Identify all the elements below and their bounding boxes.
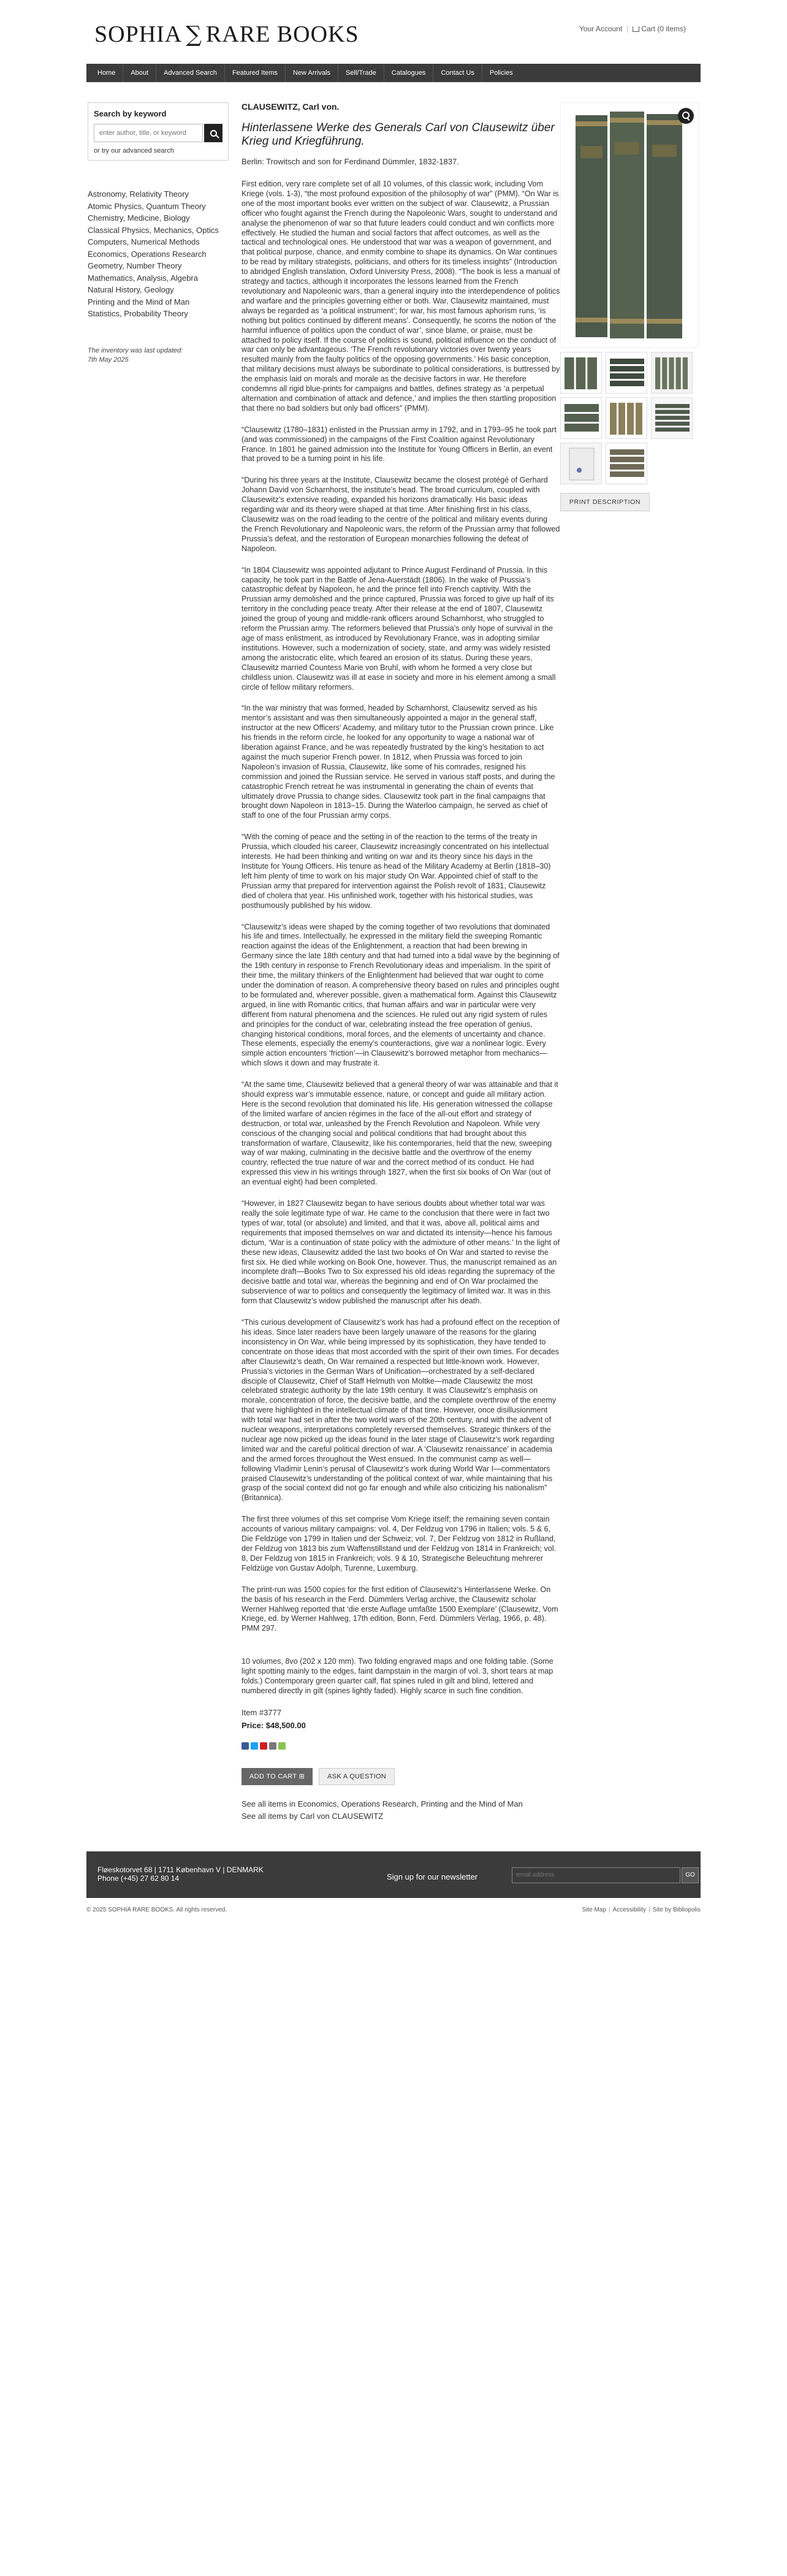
description-paragraph: “In 1804 Clausewitz was appointed adjutant to Prince August Ferdinand of Prussia. In this capacity, he took part in the Battle of Jena-Auerstädt (1806). In the wake of Prussia’s catastrophic defeat by Napoleon, he and the prince fell into French captivity. With the Prussian army demolished and the prince captured, Prussia was forced to give up half of its territory in the concluding peace treaty. After their release at the end of 1807, Clausewitz joined the group of young and middle-rank officers around Scharnhorst, who struggled to reform the Prussian army. The reformers believed that Prussia’s only hope of survival in the age of mass enlistment, as introduced by Revolutionary France, was in adopting similar institutions. However, such a modernization of society, state, and army was widely resisted among the aristocratic elite, which feared an erosion of its status. During these years, Clausewitz married Countess Marie von Bruhl, with whom he formed a very close but childless union. Clausewitz was ill at ease in society and more in his element among a small circle of fellow military reformers. [241,565,556,692]
nav-item-featured-items[interactable]: Featured Items [225,64,286,82]
price-label: Price: [241,1720,264,1730]
add-to-cart-button[interactable] [241,1768,313,1785]
cart-icon[interactable] [633,26,639,32]
description-paragraph: First edition, very rare complete set of all 10 volumes, of this classic work, including Vom Kriege (vols. 1-3), “the most profound exposition of the philosophy of war” (PMM). “On War is one of the most important books ever written on the subject of war. Clausewitz, a Prussian officer who fought against the French during the Napoleonic Wars, sought to understand and analyse the phenomenon of war so that future leaders could conduct and win conflicts more effectively. He studied the human and social factors that affect outcomes, as well as the tactical and technological ones. He understood that war was a weapon of government, and that political purpose, chance, and enmity combine to shape its dynamics. On War continues to be read by military strategists, politicians, and others for its timeless insights” (Introduction to abridged English translation, Oxford University Press, 2008). “The book is less a manual of strategy and tactics, although it incorporates the lessons learned from the French revolutionary and Napoleonic wars, than a general inquiry into the interdependence of politics and warfare and the principles governing either or both. War, Clausewitz maintained, must always be regarded as ‘a political instrument’; for war, his most famous aphorism runs, ‘is nothing but politics continued by different means’. Consequently, he scorns the notion of ‘the harmful influence of politics upon the conduct of war’, since blame, or praise, must be attached to policy itself. If the course of politics is sound, political influence on the conduct of war can only be advantageous. ‘The French revolutionary victories over twenty years resulted mainly from the faulty politics of the opposing governments.’ His basic conception, that military decisions must always be subordinate to political considerations, is buttressed by the emphasis laid on morals and morale as the decisive factors in war. He therefore condemns all rigid blue-prints for campaigns and battles, defines strategy as ‘a perpetual alternation and combination of attack and defence,’ and implies the then startling proposition that there no bad soldiers but only bad officers” (PMM). [241,180,560,413]
description-paragraph: “However, in 1827 Clausewitz began to have serious doubts about whether total war was really the sole legitimate type of war. He came to the conclusion that there were in fact two types of war, total (or absolute) and limited, and that it was, above all, political aims and requirements that imposed themselves on war and dictated its intensity—hence his famous dictum, ‘War is a continuation of state policy with the admixture of other means.’ In the light of these new ideas, Clausewitz added the last two books of On War and started to revise the first six. He died while working on Book One, however. Thus, the manuscript remained as an incomplete draft—Books Two to Six expressed his old ideas regarding the supremacy of the decisive battle and total war, whereas the beginning and end of On War proclaimed the subservience of war to politics and consequently the legitimacy of limited war. It was in this form that Clausewitz’s widow published the manuscript after his death. [241,1199,560,1306]
product-thumbnail[interactable] [651,352,693,394]
search-input[interactable] [94,124,203,142]
zoom-icon[interactable] [678,108,694,124]
cart-link[interactable]: Cart (0 items) [641,25,686,33]
ask-question-button[interactable]: ASK A QUESTION [319,1768,395,1785]
category-link[interactable]: Natural History, Geology [88,285,174,294]
inventory-updated [88,346,229,365]
bibliopolis-link[interactable]: Site by Bibliopolis [652,1906,701,1913]
product-thumbnail[interactable] [606,443,647,484]
footer-separator: | [648,1906,650,1913]
search-button[interactable] [204,124,222,142]
footer-links [582,1907,701,1913]
thumbnail-grid [560,352,699,484]
item-number: Item #3777 [241,1707,282,1717]
product-thumbnail[interactable] [560,443,602,484]
category-link[interactable]: Mathematics, Analysis, Algebra [88,273,198,283]
see-all-category-link[interactable]: See all items in Economics, Operations Research, Printing and the Mind of Man [241,1799,523,1808]
sub-footer [86,1898,701,1916]
nav-item-contact-us[interactable]: Contact Us [433,64,482,82]
category-link[interactable]: Chemistry, Medicine, Biology [88,213,190,223]
main-nav [86,64,701,82]
logo-text-left: SOPHIA [94,21,183,47]
see-all-author-link[interactable]: See all items by Carl von CLAUSEWITZ [241,1811,384,1821]
share-icons [241,1742,560,1750]
category-list [88,188,229,320]
sitemap-link[interactable]: Site Map [582,1906,606,1913]
nav-item-catalogues[interactable]: Catalogues [384,64,434,82]
main-product-image[interactable] [560,102,699,348]
footer-phone: Phone (+45) 27 62 80 14 [97,1873,180,1883]
logo-text-right: RARE BOOKS [205,21,359,47]
description-paragraph: The print-run was 1500 copies for the first edition of Clausewitz’s Hinterlassene Werke. On the basis of his research in the Ferd. Dümmlers Verlag archive, the Clausewitz scholar Werner Hahlweg reported that ‘die erste Auflage umfaßte 1500 Exemplare’ (Clausewitz, Vom Kriege, ed. by Werner Hahlweg, 17th edition, Bonn, Ferd. Dümmlers Verlag, 1966, p. 48). PMM 297. [241,1585,558,1633]
content-area [86,82,701,1822]
product-thumbnail[interactable] [560,397,602,439]
facebook-share-icon[interactable] [241,1742,249,1750]
search-row [94,124,222,142]
category-link[interactable]: Astronomy, Relativity Theory [88,189,189,199]
add-to-cart-label: ADD TO CART [249,1772,297,1780]
product-thumbnail[interactable] [606,397,647,439]
book-spines-image [574,109,685,341]
product-thumbnail[interactable] [606,352,647,394]
description-paragraph: “In the war ministry that was formed, headed by Scharnhorst, Clausewitz served as his mentor’s assistant and was then simultaneously appointed a major in the general staff, instructor at the new Officers’ Academy, and military tutor to the Prussian crown prince. Like his friends in the reform circle, he looked for any opportunity to wage a national war of liberation against France, and he was repeatedly frustrated by the king’s hesitation to act against the much superior French power. In 1812, when Prussia was forced to join Napoleon’s invasion of Russia, Clausewitz, like some of his comrades, resigned his commission and joined the Russian service. He served in various staff posts, and during the catastrophic French retreat he was instrumental in generating the chain of events that ultimately drove Prussia to change sides. Clausewitz took part in the final campaigns that brought down Napoleon in 1813–15. During the Waterloo campaign, he served as chief of staff to one of the four Prussian army corps. [241,704,555,820]
product-description [241,180,560,1696]
copyright: © 2025 SOPHIA RARE BOOKS. All rights reserved. [86,1906,227,1913]
description-paragraph: “This curious development of Clausewitz’s work has had a profound effect on the reception of his ideas. Since later readers have been largely unaware of the reasons for the glaring inconsistency in On War, while being impressed by its sophistication, they have tended to concentrate on those ideas that most accorded with the spirit of their own times. For decades after Clausewitz’s death, On War remained a respected but little-known work. However, Prussia’s victories in the German Wars of Unification—orchestrated by a self-declared disciple of Clausewitz, Chief of Staff Helmuth von Moltke—made Clausewitz the most celebrated strategic authority by the late 19th century. It was Clausewitz’s emphasis on morale, concentration of force, the decisive battle, and the complete overthrow of the enemy that were highlighted in the intellectual climate of that time. However, once disillusionment with total war had set in after the two world wars of the 20th century, and with the advent of nuclear weapons, interpretations completely reversed themselves. Strategic thinkers of the nuclear age now picked up the ideas found in the later stage of Clausewitz’s work regarding limited war and the careful political direction of war. A ‘Clausewitz renaissance’ in academia and the armed forces throughout the West ensued. In the communist camp as well—following Vladimir Lenin’s perusal of Clausewitz’s work during World War I—commentators praised Clausewitz’s understanding of the political context of war, while maintaining that his grasp of the social context did not go far enough and while also criticizing his nationalism” (Britannica). [241,1318,560,1503]
nav-item-about[interactable]: About [123,64,156,82]
category-link[interactable]: Computers, Numerical Methods [88,237,200,246]
category-link[interactable]: Statistics, Probability Theory [88,309,188,318]
description-paragraph: “Clausewitz (1780–1831) enlisted in the Prussian army in 1792, and in 1793–95 he took part (and was commissioned) in the campaigns of the First Coalition against Revolutionary France. In 1801 he gained admission into the Institute for Young Officers in Berlin, an event that proved to be a turning point in his life. [241,425,557,463]
price-line [241,1721,560,1730]
search-icon [210,130,217,137]
description-paragraph: The first three volumes of this set comprise Vom Kriege itself; the remaining seven contain accounts of various military campaigns: vol. 4, Der Feldzug von 1796 in Italien; vols. 5 & 6, Die Feldzüge von 1799 in Italien und der Schweiz; vol. 7, Der Feldzug von 1812 in Rußland, der Feldzug von 1813 bis zum Waffenstillstand und der Feldzug von 1814 in Frankreich; vol. 8, Der Feldzug von 1815 in Frankreich; vols. 9 & 10, Strategische Beleuchtung mehrerer Feldzüge von Gustav Adolph, Turenne, Luxemburg. [241,1515,557,1572]
nav-item-sell-trade[interactable]: Sell/Trade [338,64,384,82]
logo-sigma: ∑ [186,22,202,47]
site-footer [86,1851,701,1898]
nav-item-policies[interactable]: Policies [489,69,513,77]
product-author: CLAUSEWITZ, Carl von. [241,102,340,112]
advanced-search-link[interactable]: or try our advanced search [94,147,174,154]
updated-date: 7th May 2025 [88,356,129,364]
product-thumbnail[interactable] [651,397,693,439]
product-detail [241,102,560,1822]
spacer [86,1822,701,1851]
more-share-icon[interactable] [278,1742,286,1750]
newsletter-go-button[interactable]: GO [682,1867,699,1883]
description-paragraph: “During his three years at the Institute, Clausewitz became the closest protégé of Gerhard Johann David von Scharnhorst, the institute’s head. The broad curriculum, coupled with Clausewitz’s extensive reading, expanded his horizons dramatically. His basic ideas regarding war and its theory were shaped at that time. After finishing first in his class, Clausewitz was on the road leading to the centre of the political and military events during the French Revolutionary and Napoleonic wars, the reform of the Prussian army that followed Prussia’s defeat, and the restoration of European monarchies following the defeat of Napoleon. [241,476,560,553]
newsletter-email-input[interactable] [512,1867,680,1883]
footer-address [97,1865,264,1883]
description-paragraph: 10 volumes, 8vo (202 x 120 mm). Two folding engraved maps and one folding table. (Some light spotting mainly to the edges, faint dampstain in the margin of vol. 3, short tears at map folds.) Contemporary green quarter calf, flat spines ruled in gilt and blind, lettered and numbered directly in gilt (spines lightly faded). Highly scarce in such fine condition. [241,1657,553,1695]
category-link[interactable]: Printing and the Mind of Man [88,297,190,307]
product-publication: Berlin: Trowitsch and son for Ferdinand Dümmler, 1832-1837. [241,157,459,166]
category-link[interactable]: Economics, Operations Research [88,249,207,259]
action-buttons [241,1768,560,1785]
updated-label: The inventory was last updated: [88,346,183,354]
description-paragraph: “Clausewitz’s ideas were shaped by the coming together of two revolutions that dominated his life and times. Intellectually, he expressed in the military field the sweeping Romantic reaction against the ideas of the Enlightenment, a reaction that had been brewing in Germany since the late 18th century and that had turned into a tidal wave by the beginning of the 19th century in response to French Revolutionary ideas and imperialism. In the spirit of their time, the military thinkers of the Enlightenment had believed that war ought to come under the domination of reason. A comprehensive theory based on rules and principles ought to be formulated and, wherever possible, given a mathematical form. Against this Clausewitz argued, in line with Romantic critics, that human affairs and war in particular were very different from natural phenomena and the sciences. He ruled out any rigid system of rules and principles for the conduct of war, celebrating instead the free operation of genius, changing historical conditions, moral forces, and the elements of uncertainty and chance. These elements, especially the enemy’s counteractions, give war a nonlinear logic. Every simple action encounters ‘friction’—in Clausewitz’s borrowed metaphor from mechanics—which slows it down and may frustrate it. [241,922,560,1068]
account-links [579,25,686,33]
email-share-icon[interactable] [269,1742,276,1750]
category-link[interactable]: Classical Physics, Mechanics, Optics [88,225,219,235]
category-link[interactable]: Geometry, Number Theory [88,261,182,270]
your-account-link[interactable]: Your Account [579,25,623,33]
print-description-button[interactable]: PRINT DESCRIPTION [560,493,650,511]
price-value: $48,500.00 [265,1720,306,1730]
accessibility-link[interactable]: Accessibility [612,1906,647,1913]
category-link[interactable]: Atomic Physics, Quantum Theory [88,201,206,211]
search-title: Search by keyword [94,109,167,118]
site-logo[interactable] [94,21,359,48]
description-paragraph: “At the same time, Clausewitz believed that a general theory of war was attainable and that it should express war’s immutable essence, nature, or concept and guide all military action. Here is the second revolution that dominated his life. His generation witnessed the collapse of the limited warfare of ancien régimes in the face of the all-out effort and strategy of destruction, or total war, unleashed by the French Revolution and Napoleon. While very conscious of the changing social and political conditions that had brought about this transformation of warfare, Clausewitz, like his contemporaries, held that the new, sweeping way of war making, culminating in the decisive battle and the overthrow of the enemy country, reflected the true nature of war and the correct method of its conduct. He had expressed this view in his writings through 1827, when the first six books of On War (out of an eventual eight) had been completed. [241,1080,558,1187]
account-separator: | [626,25,629,33]
nav-item-advanced-search[interactable]: Advanced Search [156,64,225,82]
newsletter-label: Sign up for our newsletter [387,1872,478,1881]
page [86,0,701,1916]
description-paragraph: “With the coming of peace and the setting in of the reaction to the terms of the treaty in Prussia, which clouded his career, Clausewitz increasingly concentrated on his intellectual interests. He had been thinking and writing on war and its theory since his days in the Institute for Young Officers. His tenure as head of the Military Academy at Berlin (1818–30) left him plenty of time to work on his major study On War. Appointed chief of staff to the Prussian army that prepared for intervention against the Polish revolt of 1831, Clausewitz died of cholera that year. His unfinished work, together with his historical studies, was posthumously published by his widow. [241,833,551,910]
twitter-share-icon[interactable] [251,1742,258,1750]
footer-address-line: Fløeskotorvet 68 | 1711 København V | DENMARK [97,1865,264,1874]
nav-item-new-arrivals[interactable]: New Arrivals [286,64,338,82]
site-header [86,0,701,64]
pinterest-share-icon[interactable] [260,1742,267,1750]
image-column [560,102,699,1822]
cart-button-icon: ⊞ [298,1773,305,1781]
nav-item-home[interactable]: Home [90,64,123,82]
footer-separator: | [608,1906,610,1913]
product-title: Hinterlassene Werke des Generals Carl von Clausewitz über Krieg und Kriegführung. [241,121,555,148]
keyword-search-box [88,102,229,161]
see-all-links [241,1799,560,1822]
left-sidebar [86,102,229,1822]
product-thumbnail[interactable] [560,352,602,394]
